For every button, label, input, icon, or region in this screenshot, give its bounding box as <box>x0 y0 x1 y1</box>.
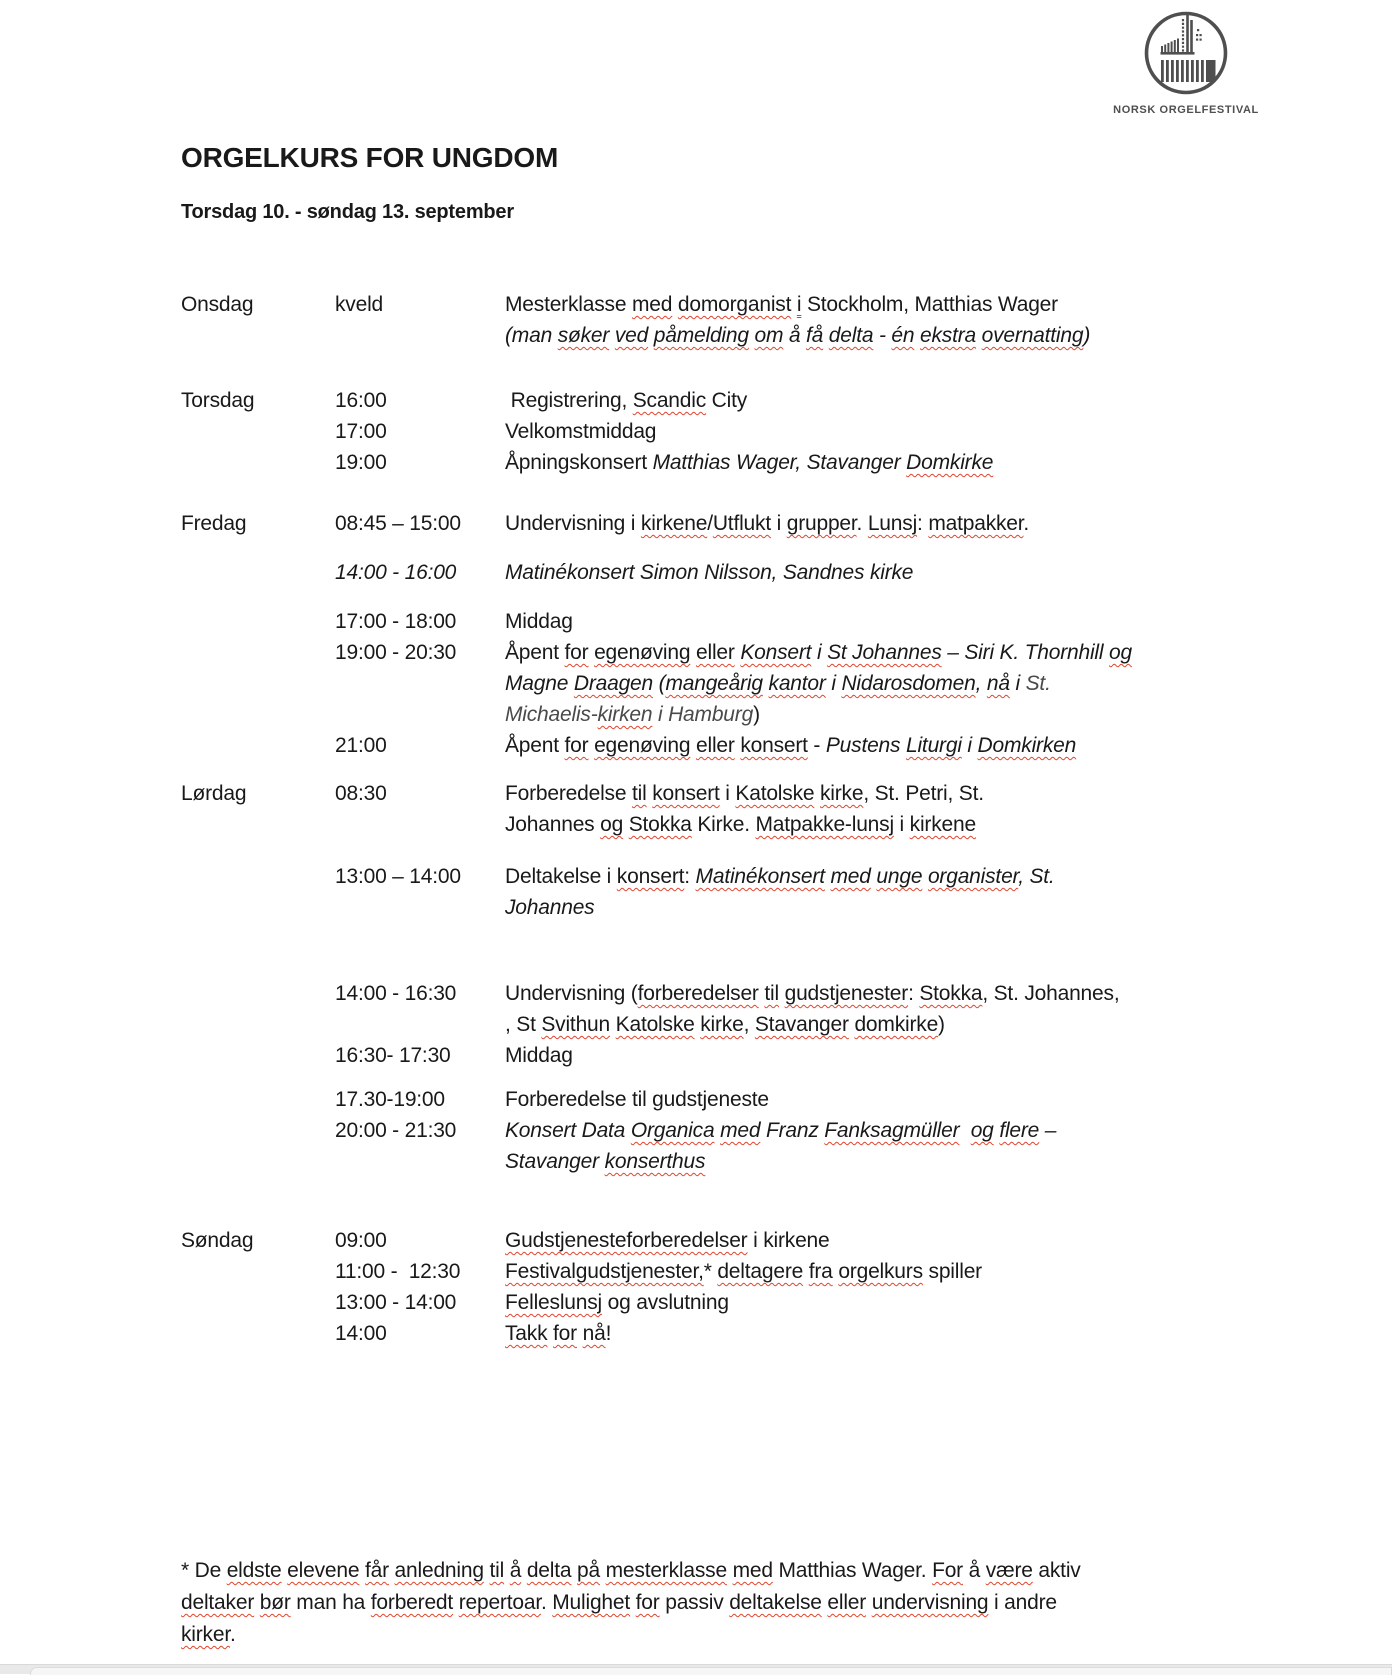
schedule-row <box>181 730 1386 761</box>
text-segment: – <box>1039 1119 1057 1142</box>
text-segment: matpakker <box>928 512 1024 535</box>
text-segment: med <box>631 293 673 316</box>
text-segment: Matthias Wager, Stavanger <box>652 451 907 474</box>
text-segment: , St. Johannes, <box>982 982 1120 1005</box>
text-segment: Domkirke <box>906 451 994 474</box>
day-label: Torsdag <box>181 389 255 412</box>
text-segment: ( <box>653 672 666 695</box>
text-segment: Mulighet <box>552 1591 631 1614</box>
text-segment: fra <box>808 1260 833 1283</box>
schedule-row <box>181 1040 1386 1071</box>
event-text <box>505 1115 1386 1146</box>
time-label: 17:00 <box>335 420 387 443</box>
text-segment: Matthias Wager. <box>772 1559 933 1582</box>
time-label <box>335 320 505 351</box>
text-segment: , St. <box>1018 865 1055 888</box>
text-segment: Matinékonsert <box>695 865 825 888</box>
schedule-row <box>181 385 1386 416</box>
schedule-row <box>181 1318 1386 1349</box>
text-segment: overnatting <box>981 324 1084 347</box>
day-label <box>181 699 335 730</box>
text-segment: til <box>764 982 779 1005</box>
event-text <box>505 508 1386 539</box>
time-label: 14:00 - 16:30 <box>335 982 457 1005</box>
text-segment: Deltakelse i <box>505 865 617 888</box>
text-segment: i <box>770 512 787 535</box>
text-segment: Registrering, <box>505 389 633 412</box>
day-label: Onsdag <box>181 293 254 316</box>
event-text <box>505 892 1386 923</box>
text-segment: Åpningskonsert <box>505 451 653 474</box>
text-segment: Utflukt <box>712 512 771 535</box>
schedule-row <box>181 1256 1386 1287</box>
footnote-line <box>181 1587 1241 1619</box>
event-text <box>505 385 1386 416</box>
time-label: 19:00 <box>335 451 387 474</box>
time-label <box>335 809 505 840</box>
text-segment: deltakelse <box>729 1591 822 1614</box>
schedule-row <box>181 320 1386 351</box>
time-label: 13:00 - 14:00 <box>335 1291 457 1314</box>
text-segment: unge <box>876 865 923 888</box>
day-label <box>181 1256 335 1287</box>
schedule-row <box>181 1287 1386 1318</box>
text-segment: mesterklasse <box>605 1559 727 1582</box>
organ-pipes-icon <box>1143 10 1229 96</box>
time-label: 09:00 <box>335 1229 387 1252</box>
day-label <box>181 892 335 923</box>
footnote-line <box>181 1619 1241 1651</box>
text-segment: med <box>732 1559 773 1582</box>
schedule-row <box>181 416 1386 447</box>
text-segment: Undervisning i <box>505 512 641 535</box>
text-segment: domorganist <box>677 293 792 316</box>
text-segment: egenøving <box>594 734 691 757</box>
text-segment: konserthus <box>604 1150 706 1173</box>
text-segment: – Siri K. Thornhill <box>941 641 1109 664</box>
text-segment: aktiv <box>1032 1559 1081 1582</box>
text-segment: undervisning <box>871 1591 989 1614</box>
text-segment: kirken <box>597 703 653 726</box>
event-text <box>505 1318 1386 1349</box>
text-segment: eller <box>827 1591 867 1614</box>
event-text <box>505 699 1386 730</box>
time-label: 20:00 - 21:30 <box>335 1119 457 1142</box>
text-segment: å <box>783 324 807 347</box>
time-label: kveld <box>335 293 384 316</box>
time-label: 14:00 - 16:00 <box>335 561 457 584</box>
text-segment: : <box>684 865 696 888</box>
event-text <box>505 1256 1386 1287</box>
text-segment: ved <box>614 324 649 347</box>
text-segment: Matpakke-lunsj <box>755 813 894 836</box>
text-segment: og avslutning <box>602 1291 729 1314</box>
day-label: Søndag <box>181 1229 254 1252</box>
text-segment: Konsert Data <box>505 1119 631 1142</box>
text-segment: å <box>962 1559 986 1582</box>
text-segment: man ha <box>290 1591 371 1614</box>
text-segment: delta <box>828 324 874 347</box>
text-segment: kirke <box>700 1013 744 1036</box>
event-text <box>505 1287 1386 1318</box>
text-segment: Velkomstmiddag <box>505 420 657 443</box>
text-segment: eller <box>696 734 735 757</box>
event-text <box>505 1040 1386 1071</box>
text-segment: deltagere <box>717 1260 804 1283</box>
time-label: 11:00 - 12:30 <box>335 1260 461 1283</box>
text-segment: Organica <box>630 1119 715 1142</box>
text-segment: Kirke. <box>691 813 756 836</box>
schedule-row <box>181 606 1386 637</box>
day-label <box>181 730 335 761</box>
schedule-row <box>181 289 1386 320</box>
day-label <box>181 1287 335 1318</box>
text-segment: i andre <box>988 1591 1057 1614</box>
text-segment: konsert <box>652 782 720 805</box>
schedule-row <box>181 978 1386 1009</box>
event-text <box>505 730 1386 761</box>
text-segment: Felleslunsj <box>505 1291 603 1314</box>
text-segment: være <box>985 1559 1033 1582</box>
text-segment: søker <box>557 324 610 347</box>
text-segment <box>959 1119 970 1142</box>
text-segment: Johannes <box>505 813 601 836</box>
schedule-row <box>181 1009 1386 1040</box>
schedule-row <box>181 778 1386 809</box>
schedule-row <box>181 1115 1386 1146</box>
text-segment: for <box>564 734 589 757</box>
text-segment: Gudstjenesteforberedelser <box>505 1229 748 1252</box>
day-label <box>181 978 335 1009</box>
text-segment: flere <box>999 1119 1040 1142</box>
text-segment: Franz <box>760 1119 825 1142</box>
text-segment: for <box>564 641 589 664</box>
text-segment: * <box>703 1260 718 1283</box>
text-segment: : <box>917 512 929 535</box>
text-segment: Undervisning ( <box>505 982 638 1005</box>
text-segment: i <box>796 293 802 316</box>
time-label: 16:30- 17:30 <box>335 1044 451 1067</box>
schedule-row <box>181 1225 1386 1256</box>
text-segment: for <box>635 1591 660 1614</box>
text-segment: å <box>509 1559 522 1582</box>
text-segment: delta <box>526 1559 572 1582</box>
day-label <box>181 1009 335 1040</box>
text-segment: . <box>1023 512 1030 535</box>
text-segment: . <box>229 1623 236 1646</box>
text-segment: Lunsj <box>867 512 918 535</box>
text-segment: egenøving <box>594 641 691 664</box>
day-label <box>181 557 335 588</box>
text-segment: Mesterklasse <box>505 293 632 316</box>
text-segment: / <box>707 512 713 535</box>
event-text <box>505 809 1386 840</box>
day-label <box>181 1146 335 1177</box>
schedule-row <box>181 892 1386 923</box>
text-segment: ! <box>605 1322 612 1345</box>
footnote-line <box>181 1555 1241 1587</box>
text-segment: , St <box>505 1013 542 1036</box>
text-segment: for <box>553 1322 577 1345</box>
text-segment: nå <box>986 672 1010 695</box>
day-label <box>181 1084 335 1115</box>
text-segment: eldste <box>226 1559 282 1582</box>
time-label <box>335 1146 505 1177</box>
text-segment: passiv <box>659 1591 730 1614</box>
text-segment: kirkene <box>909 813 976 836</box>
day-label: Lørdag <box>181 782 247 805</box>
time-label: 14:00 <box>335 1322 387 1345</box>
text-segment: Konsert <box>740 641 812 664</box>
time-label <box>335 1009 505 1040</box>
text-segment: på <box>577 1559 600 1582</box>
text-segment: i <box>893 813 910 836</box>
day-label <box>181 416 335 447</box>
time-label: 08:45 – 15:00 <box>335 512 461 535</box>
text-segment: én <box>891 324 915 347</box>
text-segment: Middag <box>505 610 573 633</box>
text-segment: kantor <box>768 672 826 695</box>
day-label <box>181 1318 335 1349</box>
text-segment: Stockholm, Matthias Wager <box>801 293 1058 316</box>
page-subtitle: Torsdag 10. - søndag 13. september <box>181 201 514 223</box>
text-segment: Magne <box>505 672 574 695</box>
text-segment: Domkirken <box>977 734 1077 757</box>
text-segment: . <box>856 512 868 535</box>
text-segment: eller <box>696 641 735 664</box>
schedule-row <box>181 699 1386 730</box>
text-segment: St Johannes <box>827 641 942 664</box>
text-segment: om <box>754 324 784 347</box>
event-text <box>505 1225 1386 1256</box>
text-segment: påmelding <box>653 324 749 347</box>
text-segment: ) <box>938 1013 945 1036</box>
schedule-row <box>181 447 1386 478</box>
text-segment: Katolske <box>615 1013 695 1036</box>
text-segment: Åpent <box>505 641 565 664</box>
time-label: 21:00 <box>335 734 387 757</box>
event-text <box>505 320 1386 351</box>
schedule-row <box>181 637 1386 668</box>
text-segment: kirkene <box>640 512 708 535</box>
text-segment: i Hamburg <box>652 703 754 726</box>
text-segment: og <box>1108 641 1132 664</box>
text-segment: ekstra <box>920 324 977 347</box>
time-label <box>335 892 505 923</box>
text-segment: Johannes <box>505 896 595 919</box>
text-segment: Stavanger <box>754 1013 849 1036</box>
text-segment: Fanksagmüller <box>824 1119 960 1142</box>
text-segment: Nidarosdomen <box>841 672 976 695</box>
text-segment: anledning <box>394 1559 484 1582</box>
text-segment: orgelkurs <box>838 1260 923 1283</box>
text-segment: repertoar <box>458 1591 541 1614</box>
text-segment: kirke <box>820 782 864 805</box>
text-segment: Forberedelse <box>505 782 632 805</box>
text-segment: forberedelser <box>637 982 759 1005</box>
text-segment: ) <box>1083 324 1091 347</box>
text-segment: og <box>600 813 624 836</box>
event-text <box>505 289 1386 320</box>
text-segment: bør <box>259 1591 291 1614</box>
time-label: 17.30-19:00 <box>335 1088 445 1111</box>
schedule-row <box>181 1084 1386 1115</box>
event-text <box>505 1009 1386 1040</box>
event-text <box>505 637 1386 668</box>
text-segment: nå <box>582 1322 606 1345</box>
text-segment: Stokka <box>919 982 983 1005</box>
time-label: 17:00 - 18:00 <box>335 610 457 633</box>
day-label <box>181 320 335 351</box>
time-label: 19:00 - 20:30 <box>335 641 457 664</box>
text-segment: deltaker <box>181 1591 255 1614</box>
text-segment: gudstjenester <box>784 982 909 1005</box>
text-segment: (man <box>505 324 558 347</box>
day-label <box>181 637 335 668</box>
text-segment: Pustens <box>825 734 906 757</box>
text-segment: Scandic <box>632 389 707 412</box>
text-segment: med <box>720 1119 761 1142</box>
time-label <box>335 668 505 699</box>
text-segment: få <box>806 324 824 347</box>
text-segment: konsert <box>616 865 685 888</box>
text-segment: Forberedelse til gudstjeneste <box>505 1088 769 1111</box>
time-label: 13:00 – 14:00 <box>335 865 461 888</box>
text-segment: * De <box>181 1559 227 1582</box>
text-segment: mangeårig <box>665 672 763 695</box>
text-segment: elevene <box>287 1559 360 1582</box>
day-label <box>181 861 335 892</box>
day-label <box>181 1115 335 1146</box>
text-segment: og <box>970 1119 994 1142</box>
text-segment: til <box>489 1559 505 1582</box>
event-text <box>505 416 1386 447</box>
text-segment: i <box>1009 672 1026 695</box>
text-segment: , <box>743 1013 755 1036</box>
text-segment: i kirkene <box>747 1229 830 1252</box>
text-segment: Michaelis- <box>505 703 598 726</box>
text-segment: , St. Petri, St. <box>863 782 984 805</box>
text-segment: Matinékonsert Simon Nilsson, Sandnes kirke <box>505 561 914 584</box>
schedule-row <box>181 1146 1386 1177</box>
day-label <box>181 1040 335 1071</box>
text-segment: i <box>719 782 736 805</box>
text-segment: spiller <box>922 1260 982 1283</box>
text-segment: Katolske <box>735 782 815 805</box>
text-segment: Draagen <box>573 672 654 695</box>
text-segment: Stavanger <box>505 1150 605 1173</box>
text-segment: kirker <box>181 1623 230 1646</box>
event-text <box>505 557 1386 588</box>
text-segment: Middag <box>505 1044 573 1067</box>
event-text <box>505 861 1386 892</box>
event-text <box>505 606 1386 637</box>
event-text <box>505 978 1386 1009</box>
time-label: 16:00 <box>335 389 387 412</box>
text-segment: , <box>975 672 987 695</box>
text-segment: : <box>908 982 920 1005</box>
text-segment: ) <box>753 703 760 726</box>
norsk-orgelfestival-logo <box>1143 10 1229 96</box>
page-title: ORGELKURS FOR UNGDOM <box>181 142 559 173</box>
text-segment: med <box>830 865 871 888</box>
text-segment: grupper <box>786 512 857 535</box>
schedule-row <box>181 557 1386 588</box>
event-text <box>505 778 1386 809</box>
logo-label: NORSK ORGELFESTIVAL <box>1113 104 1259 116</box>
text-segment: til <box>631 782 647 805</box>
text-segment: Stokka <box>628 813 692 836</box>
schedule-row <box>181 668 1386 699</box>
time-label: 08:30 <box>335 782 387 805</box>
text-segment: forberedt <box>370 1591 454 1614</box>
text-segment: i <box>961 734 978 757</box>
day-label <box>181 606 335 637</box>
event-text <box>505 447 1386 478</box>
event-text <box>505 1084 1386 1115</box>
footnote <box>181 1555 1241 1651</box>
text-segment: Liturgi <box>905 734 962 757</box>
day-label: Fredag <box>181 512 247 535</box>
text-segment: i <box>825 672 842 695</box>
text-segment: domkirke <box>854 1013 939 1036</box>
text-segment: i <box>811 641 828 664</box>
text-segment: - <box>873 324 892 347</box>
text-segment: Åpent <box>505 734 565 757</box>
schedule-row <box>181 809 1386 840</box>
text-segment: For <box>932 1559 963 1582</box>
schedule-row <box>181 861 1386 892</box>
window-bottom-bar <box>0 1664 1392 1674</box>
text-segment: St. <box>1025 672 1051 695</box>
text-segment: - <box>807 734 826 757</box>
day-label <box>181 809 335 840</box>
text-segment: organister <box>927 865 1019 888</box>
time-label <box>335 699 505 730</box>
text-segment: Festivalgudstjenester, <box>505 1260 704 1283</box>
schedule <box>181 289 1386 1349</box>
schedule-row <box>181 508 1386 539</box>
text-segment: . <box>540 1591 553 1614</box>
text-segment: får <box>364 1559 389 1582</box>
text-segment: Takk <box>505 1322 548 1345</box>
day-label <box>181 668 335 699</box>
day-label <box>181 447 335 478</box>
event-text <box>505 668 1386 699</box>
text-segment: Svithun <box>541 1013 611 1036</box>
text-segment: City <box>706 389 748 412</box>
event-text <box>505 1146 1386 1177</box>
text-segment: konsert <box>740 734 808 757</box>
